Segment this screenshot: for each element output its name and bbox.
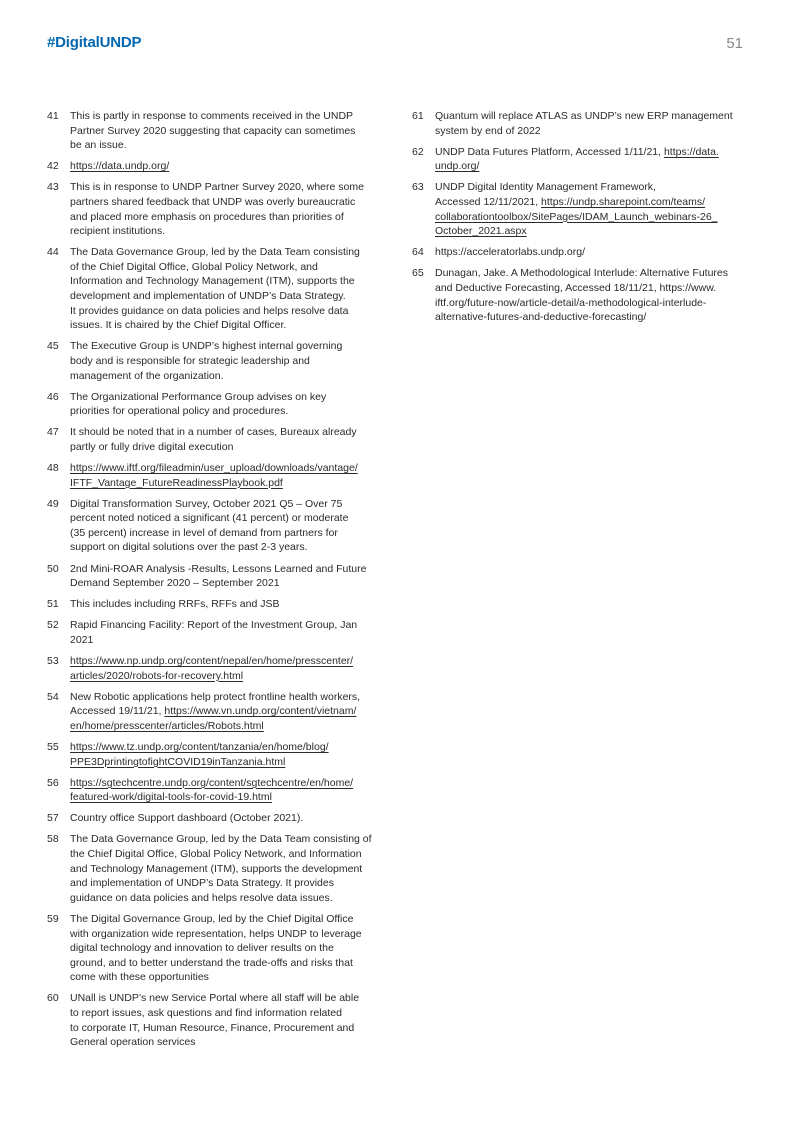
endnote-number: 61 bbox=[412, 110, 424, 122]
endnote-number: 65 bbox=[412, 267, 424, 280]
endnote-text-segment: Quantum will replace ATLAS as UNDP’s new ERP management system by end of 2022 bbox=[435, 110, 733, 137]
endnote-number: 55 bbox=[47, 740, 59, 753]
endnote-63 bbox=[412, 180, 752, 238]
endnote-text bbox=[435, 145, 752, 174]
endnote-59 bbox=[47, 912, 382, 985]
endnote-link[interactable]: https://www.np.undp.org/content/nepal/en/home/presscenter/ articles/2020/robots-for-recovery.html bbox=[70, 655, 354, 682]
endnote-number: 56 bbox=[47, 776, 59, 789]
endnote-text bbox=[435, 245, 752, 260]
endnote-text-segment: The Data Governance Group, led by the Data Team consisting of the Chief Digital Office, Global Policy Network, and Information and Technology Management (ITM), supports the development and implementation of UNDP’s Data Strategy. It provides guidance on data policies and helps resolve data issues. bbox=[70, 833, 372, 904]
endnote-number: 64 bbox=[412, 246, 424, 259]
endnote-text bbox=[70, 180, 382, 238]
endnote-45 bbox=[47, 339, 382, 383]
endnote-number: 62 bbox=[412, 145, 424, 158]
endnote-57 bbox=[47, 811, 382, 826]
endnote-text-segment: This includes including RRFs, RFFs and JSB bbox=[70, 598, 280, 611]
endnote-text-segment: The Digital Governance Group, led by the Chief Digital Office with organization wide representation, helps UNDP to leverage digital technology and innovation to deliver results on the ground, and to better understand the trade-offs and risks that come with these opportunities bbox=[70, 912, 362, 984]
endnote-text bbox=[70, 562, 382, 591]
endnote-link[interactable]: https://data. undp.org/ bbox=[435, 145, 719, 173]
endnote-text-segment: 2nd Mini-ROAR Analysis -Results, Lessons Learned and Future Demand September 2020 – September 2021 bbox=[70, 562, 367, 590]
endnote-52 bbox=[47, 618, 382, 647]
endnote-number: 42 bbox=[47, 160, 59, 173]
endnote-text bbox=[70, 618, 382, 647]
endnote-44 bbox=[47, 245, 382, 333]
endnote-number: 50 bbox=[47, 562, 59, 575]
endnote-text bbox=[70, 832, 382, 905]
endnote-number: 45 bbox=[47, 340, 59, 353]
endnote-text bbox=[70, 390, 382, 419]
endnote-link[interactable]: https://data.undp.org/ bbox=[70, 160, 170, 173]
endnote-number: 54 bbox=[47, 690, 59, 703]
endnote-text bbox=[70, 597, 382, 612]
endnote-number: 44 bbox=[47, 246, 59, 259]
endnote-text-segment: New Robotic applications help protect frontline health workers, Accessed 19/11/21, bbox=[70, 690, 361, 718]
endnote-53 bbox=[47, 654, 382, 683]
endnote-link[interactable]: https://www.iftf.org/fileadmin/user_upload/downloads/vantage/ IFTF_Vantage_FutureReadinessPlaybook.pdf bbox=[70, 461, 358, 489]
endnote-51 bbox=[47, 597, 382, 612]
endnote-50 bbox=[47, 562, 382, 591]
endnote-link[interactable]: https://www.vn.undp.org/content/vietnam/ en/home/presscenter/articles/Robots.html bbox=[70, 705, 357, 732]
endnote-41 bbox=[47, 109, 382, 153]
endnote-text bbox=[70, 776, 382, 805]
endnote-text bbox=[435, 266, 752, 324]
endnote-text bbox=[70, 740, 382, 769]
endnote-text-segment: The Data Governance Group, led by the Data Team consisting of the Chief Digital Office, Global Policy Network, and Information and Technology Management (ITM), supports the development and implementation of UNDP’s Data Strategy. It provides guidance on data policies and helps resolve data issues. It is chaired by the Chief Digital Officer. bbox=[70, 246, 360, 332]
endnote-61 bbox=[412, 109, 752, 138]
endnote-64 bbox=[412, 245, 752, 260]
endnote-text-segment: Country office Support dashboard (October 2021). bbox=[70, 812, 304, 825]
endnote-text bbox=[70, 497, 382, 555]
endnote-text bbox=[70, 811, 382, 826]
endnote-62 bbox=[412, 145, 752, 174]
endnote-text-segment: Dunagan, Jake. A Methodological Interlude: Alternative Futures and Deductive Forecasting, Accessed 18/11/21, https://www. iftf.org/future-now/article-detail/a-methodological-interlude- alternative-futures-and-deductive-forecasting/ bbox=[435, 267, 729, 324]
endnote-58 bbox=[47, 832, 382, 905]
endnote-number: 49 bbox=[47, 497, 59, 510]
endnote-number: 46 bbox=[47, 390, 59, 403]
endnote-text-segment: UNDP Data Futures Platform, Accessed 1/11/21, bbox=[435, 145, 664, 158]
endnote-text-segment: The Executive Group is UNDP’s highest internal governing body and is responsible for strategic leadership and management of the organization. bbox=[70, 340, 343, 382]
endnote-54 bbox=[47, 690, 382, 734]
endnote-number: 47 bbox=[47, 426, 59, 439]
endnote-text bbox=[70, 461, 382, 490]
endnote-number: 52 bbox=[47, 619, 59, 632]
endnote-number: 51 bbox=[47, 598, 59, 611]
endnotes-left-column bbox=[47, 109, 382, 1056]
endnote-49 bbox=[47, 497, 382, 555]
endnote-number: 58 bbox=[47, 833, 59, 846]
endnote-text bbox=[70, 245, 382, 333]
endnote-text bbox=[70, 109, 382, 153]
endnote-text-segment: https://acceleratorlabs.undp.org/ bbox=[435, 246, 586, 259]
endnote-text bbox=[435, 180, 752, 238]
endnote-text-segment: UNall is UNDP’s new Service Portal where all staff will be able to report issues, ask questions and find information related to corporate IT, Human Resource, Finance, Procurement and General operation services bbox=[70, 992, 360, 1049]
endnote-text-segment: It should be noted that in a number of cases, Bureaux already partly or fully drive digital execution bbox=[70, 426, 357, 453]
endnote-number: 48 bbox=[47, 461, 59, 474]
endnote-text-segment: The Organizational Performance Group advises on key priorities for operational policy and procedures. bbox=[70, 390, 327, 418]
brand-hashtag: #DigitalUNDP bbox=[47, 34, 142, 51]
endnote-48 bbox=[47, 461, 382, 490]
endnote-link[interactable]: https://undp.sharepoint.com/teams/ collaborationtoolbox/SitePages/IDAM_Launch_webinars-26_ October_2021.aspx bbox=[435, 195, 718, 238]
endnote-link[interactable]: https://www.tz.undp.org/content/tanzania/en/home/blog/ PPE3DprintingtofightCOVID19inTanzania.html bbox=[70, 740, 329, 768]
endnote-text-segment: UNDP Digital Identity Management Framework, Accessed 12/11/2021, bbox=[435, 181, 656, 208]
endnote-number: 41 bbox=[47, 110, 59, 122]
endnote-text bbox=[70, 159, 382, 174]
endnote-text bbox=[435, 109, 752, 138]
endnote-43 bbox=[47, 180, 382, 238]
endnote-55 bbox=[47, 740, 382, 769]
endnote-60 bbox=[47, 991, 382, 1049]
endnote-text-segment: This is partly in response to comments received in the UNDP Partner Survey 2020 suggesting that capacity can sometimes be an issue. bbox=[70, 110, 356, 152]
endnote-56 bbox=[47, 776, 382, 805]
endnote-text bbox=[70, 339, 382, 383]
endnote-link[interactable]: https://sgtechcentre.undp.org/content/sgtechcentre/en/home/ featured-work/digital-tools-for-covid-19.html bbox=[70, 776, 354, 804]
page-number: 51 bbox=[726, 35, 743, 52]
endnote-42 bbox=[47, 159, 382, 174]
endnote-text bbox=[70, 991, 382, 1049]
endnote-65 bbox=[412, 266, 752, 324]
endnote-number: 60 bbox=[47, 992, 59, 1005]
endnote-number: 53 bbox=[47, 655, 59, 667]
endnote-text-segment: Rapid Financing Facility: Report of the Investment Group, Jan 2021 bbox=[70, 619, 358, 646]
endnote-number: 57 bbox=[47, 812, 59, 825]
endnote-47 bbox=[47, 425, 382, 454]
endnote-number: 63 bbox=[412, 181, 424, 194]
endnote-text-segment: This is in response to UNDP Partner Survey 2020, where some partners shared feedback that UNDP was overly bureaucratic and placed more emphasis on procedures than priorities of recipient institutions. bbox=[70, 181, 364, 238]
endnote-text bbox=[70, 690, 382, 734]
endnote-text bbox=[70, 654, 382, 683]
endnote-text bbox=[70, 425, 382, 454]
endnote-number: 43 bbox=[47, 181, 59, 194]
endnotes-right-column bbox=[412, 109, 752, 331]
endnote-46 bbox=[47, 390, 382, 419]
endnote-text-segment: Digital Transformation Survey, October 2021 Q5 – Over 75 percent noted noticed a significant (41 percent) or moderate (35 percent) increase in level of demand from partners for support on digital solutions over the past 2-3 years. bbox=[70, 497, 349, 554]
endnote-text bbox=[70, 912, 382, 985]
endnote-number: 59 bbox=[47, 912, 59, 925]
